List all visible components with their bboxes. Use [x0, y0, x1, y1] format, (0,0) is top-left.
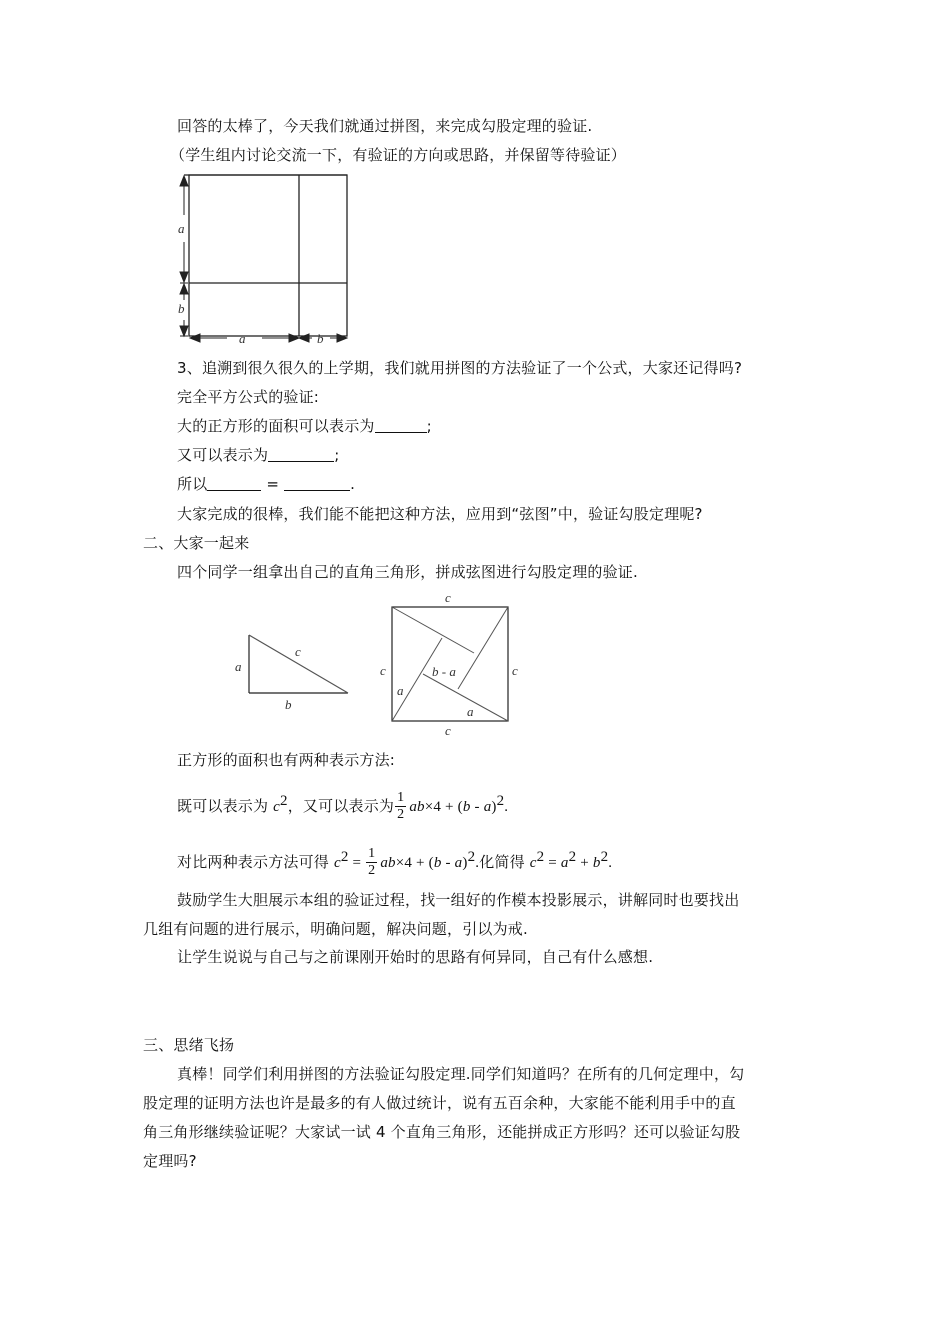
fraction-half [366, 846, 377, 879]
math-exp: 2 [467, 849, 476, 865]
fraction-denominator: 2 [368, 863, 376, 878]
text-prefix: 大的正方形的面积可以表示为 [177, 417, 375, 435]
paragraph-encourage-1: 鼓励学生大胆展示本组的验证过程，找一组好的作模本投影展示，讲解同时也要找出 [177, 891, 740, 909]
math-ab: ab [380, 855, 396, 871]
label-c-right: c [512, 663, 518, 678]
math-exp: 2 [536, 849, 545, 865]
math-a: a [483, 799, 492, 815]
fraction-numerator: 1 [368, 846, 376, 861]
section-heading-3: 三、思绪飞扬 [143, 1036, 235, 1054]
math-exp: 2 [600, 849, 609, 865]
paragraph-square-formula-title: 完全平方公式的验证: [177, 388, 320, 406]
math-b: b [592, 855, 601, 871]
math-c: c [529, 855, 537, 871]
paragraph-closing-4: 定理吗? [143, 1152, 197, 1170]
math-period: . [475, 855, 480, 871]
label-b: b [285, 697, 292, 712]
math-a: a [560, 855, 569, 871]
fraction-denominator: 2 [397, 807, 405, 822]
paragraph-recall: 3、追溯到很久很久的上学期，我们就用拼图的方法验证了一个公式，大家还记得吗? [177, 359, 743, 377]
answer-blank-right[interactable] [284, 476, 350, 491]
paragraph-encourage-2: 几组有问题的进行展示，明确问题，解决问题，引以为戒. [143, 920, 528, 938]
label-b-left: b [178, 301, 185, 316]
paragraph-two-methods: 正方形的面积也有两种表示方法: [177, 751, 396, 769]
math-times4: ×4 + ( [395, 855, 434, 871]
text-simplify: 化简得 [479, 853, 525, 871]
label-c-left: c [380, 663, 386, 678]
answer-blank-area-1[interactable] [375, 418, 427, 433]
math-exp: 2 [496, 793, 505, 809]
math-close: ) [491, 799, 497, 815]
math-plus: + [576, 855, 593, 871]
text-prefix: 又可以表示为 [177, 446, 269, 464]
paragraph-intro: 回答的太棒了，今天我们就通过拼图，来完成勾股定理的验证. [177, 117, 593, 135]
label-a: a [235, 659, 242, 674]
math-exp: 2 [340, 849, 349, 865]
paragraph-discussion-note: （学生组内讨论交流一下，有验证的方向或思路，并保留等待验证） [170, 146, 627, 164]
text-suffix: . [350, 475, 356, 493]
paragraph-closing-3: 角三角形继续验证呢？大家试一试 4 个直角三角形，还能拼成正方形吗？还可以验证勾股 [143, 1123, 741, 1141]
text-mid: ，又可以表示为 [287, 797, 395, 815]
math-close: ) [462, 855, 468, 871]
text-prefix: 既可以表示为 [177, 797, 269, 815]
math-period: . [504, 799, 509, 815]
label-b-bottom: b [317, 331, 324, 346]
chord-diagram [375, 585, 525, 740]
math-eq: = [348, 855, 366, 871]
math-minus: - [470, 799, 484, 815]
square-diagram [172, 170, 357, 350]
answer-blank-left[interactable] [207, 476, 261, 491]
paragraph-equation [177, 474, 355, 494]
paragraph-closing-2: 股定理的证明方法也许是最多的有人做过统计，说有五百余种，大家能不能利用手中的直 [143, 1094, 736, 1112]
section-heading-2: 二、大家一起来 [143, 534, 250, 552]
label-b-minus-a: b - a [432, 664, 456, 679]
text-prefix: 对比两种表示方法可得 [177, 853, 330, 871]
math-period: . [608, 855, 613, 871]
text-prefix: 所以 [177, 475, 208, 493]
label-c-bottom: c [445, 723, 451, 738]
math-exp: 2 [280, 793, 288, 809]
equals-sign: = [261, 475, 285, 493]
label-a-left: a [178, 221, 185, 236]
label-c-top: c [445, 590, 451, 605]
fraction-numerator: 1 [397, 790, 405, 805]
paragraph-area-expressions [177, 790, 508, 823]
paragraph-comparison [177, 846, 612, 879]
label-c: c [295, 644, 301, 659]
math-c: c [273, 799, 281, 815]
answer-blank-area-2[interactable] [268, 447, 334, 462]
label-a-left-leg: a [397, 683, 404, 698]
math-exp: 2 [568, 849, 577, 865]
paragraph-alt-area [177, 445, 339, 465]
paragraph-group-activity: 四个同学一组拿出自己的直角三角形，拼成弦图进行勾股定理的验证. [177, 563, 638, 581]
label-a-bottom-leg: a [467, 704, 474, 719]
text-suffix: ; [426, 417, 432, 435]
paragraph-big-square-area [177, 416, 432, 436]
paragraph-reflection: 让学生说说与自己与之前课刚开始时的思路有何异同，自己有什么感想. [177, 948, 654, 966]
label-a-bottom: a [239, 331, 246, 346]
math-a: a [454, 855, 463, 871]
math-minus: - [441, 855, 455, 871]
math-b: b [462, 799, 471, 815]
paragraph-closing-1: 真棒！同学们利用拼图的方法验证勾股定理.同学们知道吗？在所有的几何定理中，勾 [177, 1065, 745, 1083]
right-triangle-diagram [225, 625, 360, 715]
paragraph-chord-question: 大家完成的很棒，我们能不能把这种方法，应用到“弦图”中，验证勾股定理呢? [177, 505, 703, 523]
text-suffix: ; [334, 446, 340, 464]
math-ab: ab [409, 799, 425, 815]
fraction-half [395, 790, 406, 823]
math-b: b [433, 855, 442, 871]
math-times4: ×4 + ( [424, 799, 463, 815]
math-c: c [333, 855, 341, 871]
math-eq: = [544, 855, 561, 871]
